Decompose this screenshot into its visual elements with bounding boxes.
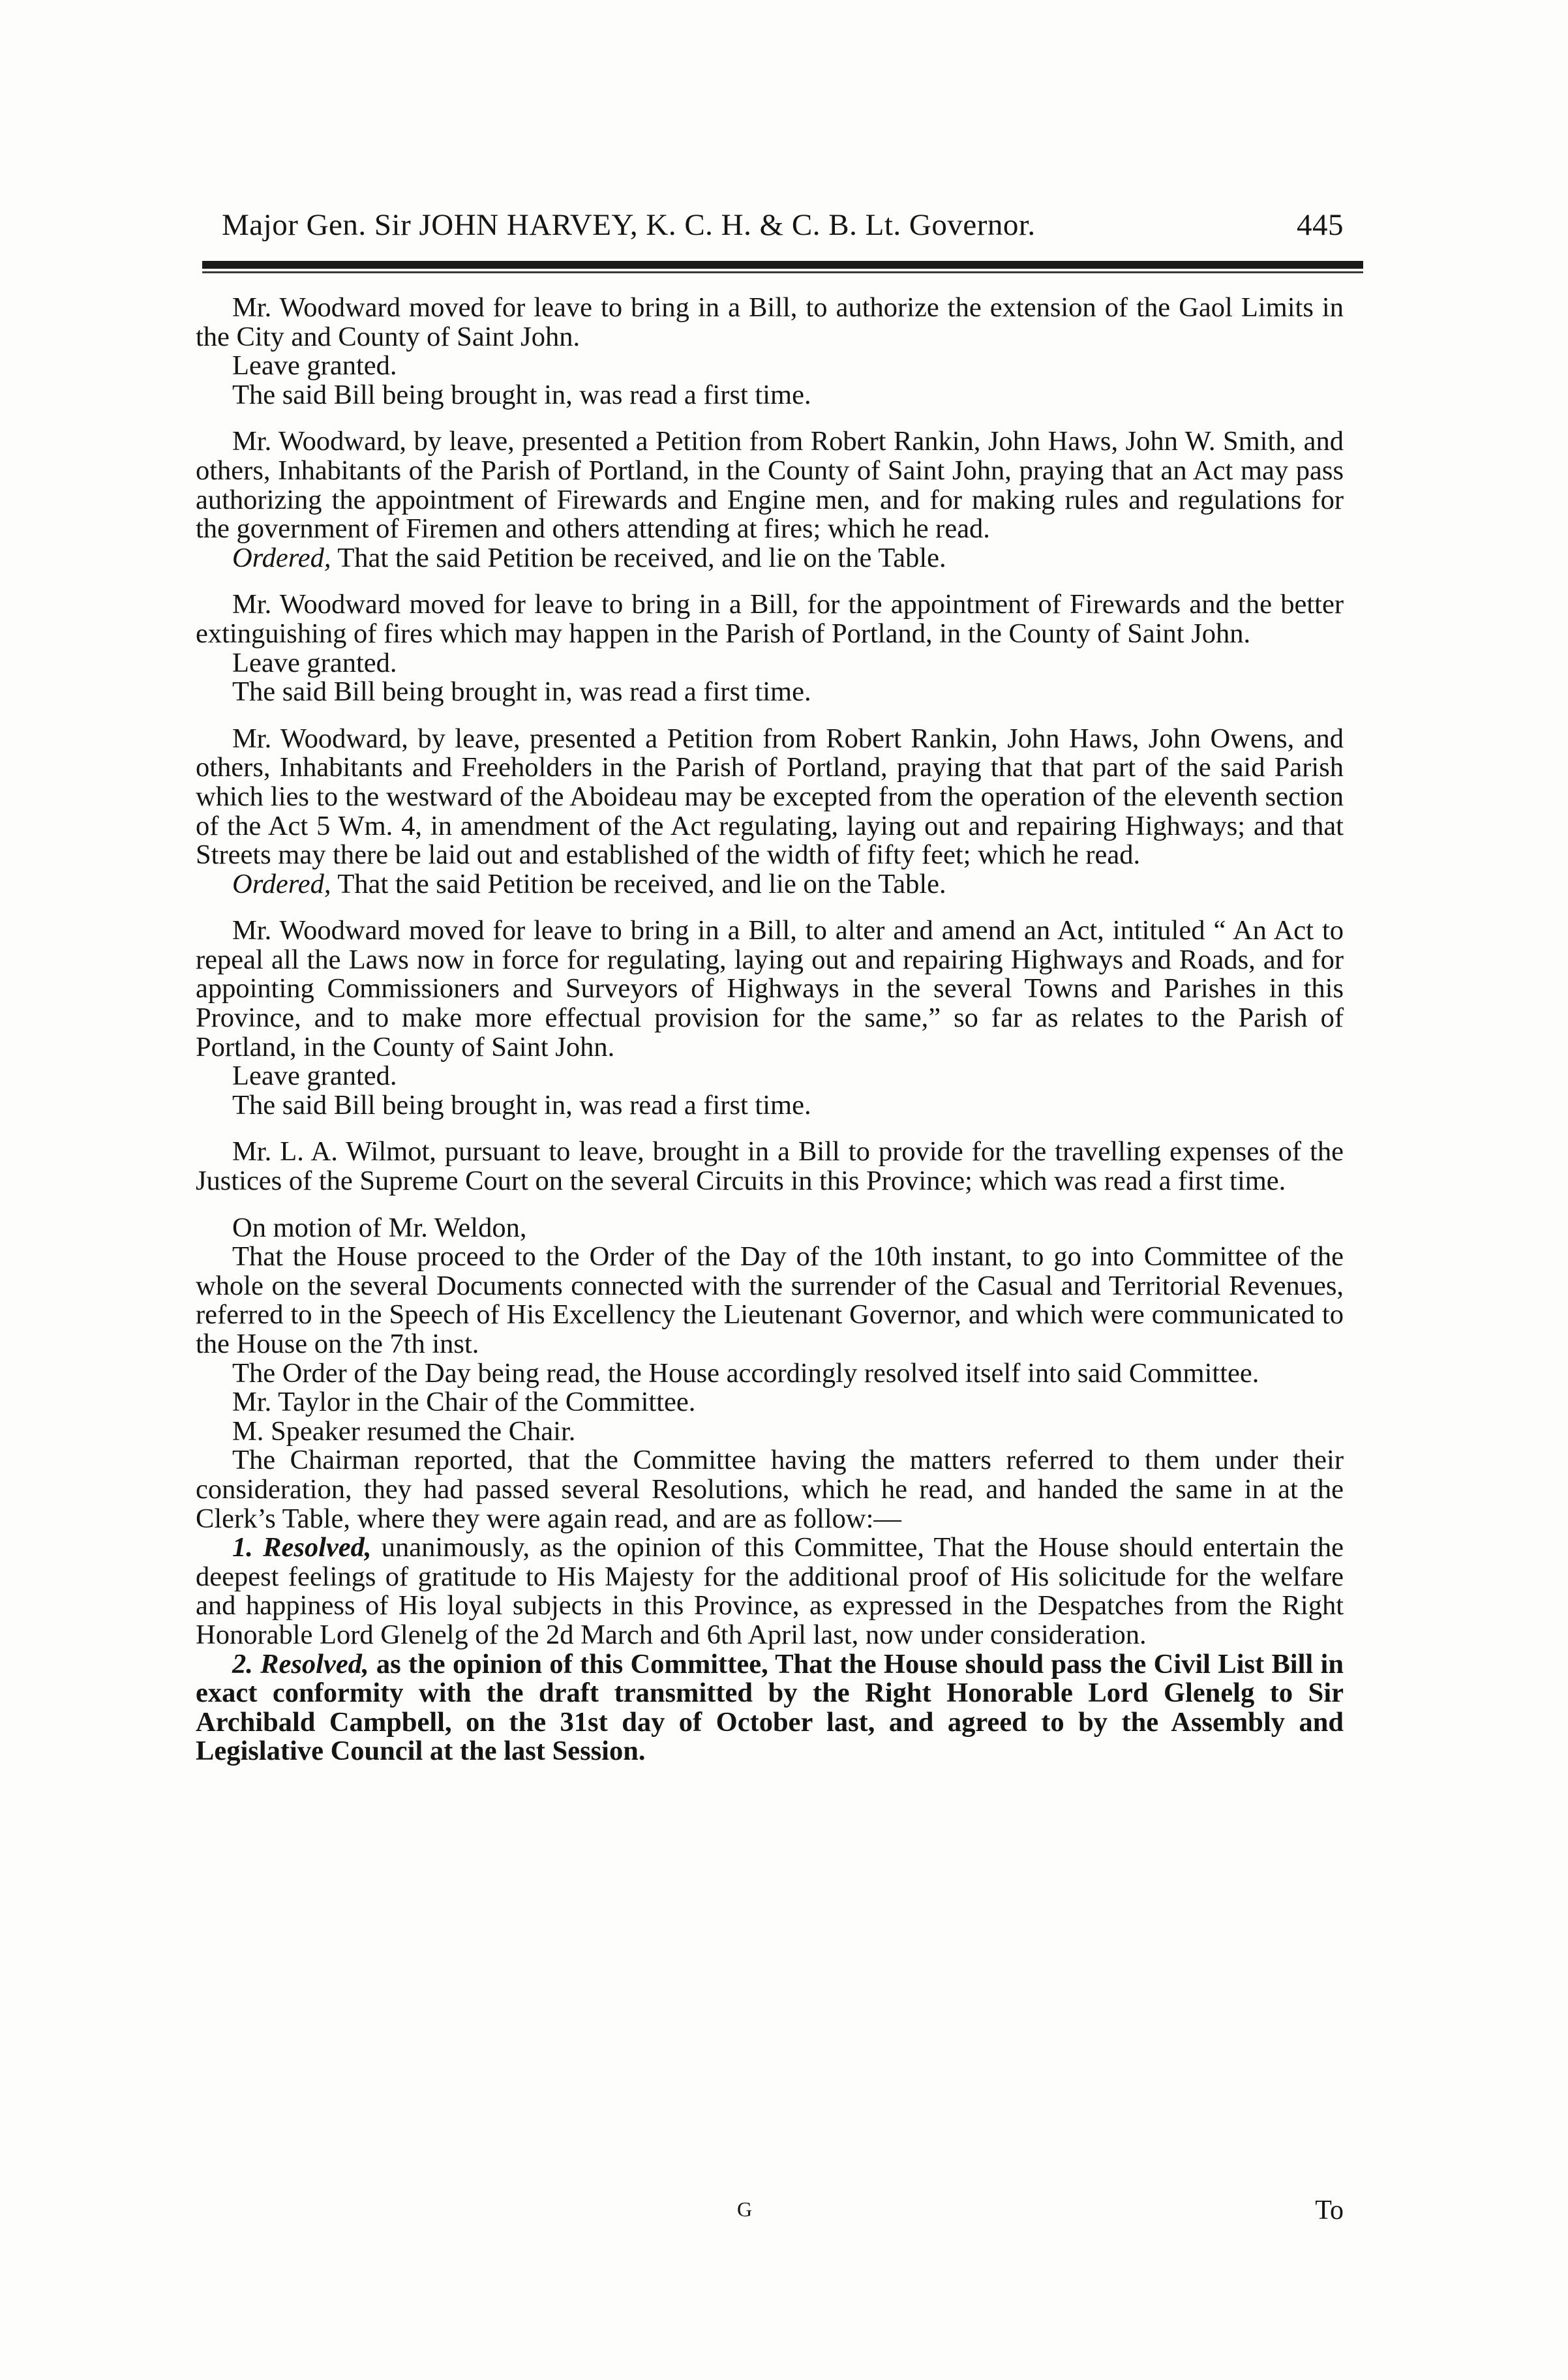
paragraph — [196, 1388, 1344, 1417]
paragraph-text: Mr. Woodward moved for leave to bring in a Bill, to alter and amend an Act, intituled “ An Act to repeal all the Laws now in force for regulating, laying out and repairing Highways and Roads, and for appointing Commissioners and Surveyors of Highways in the several Towns and Parishes in this Province, and to make more effectual provision for the same,” so far as relates to the Parish of Portland, in the County of Saint John. — [196, 915, 1344, 1062]
paragraph-lead: Ordered, — [232, 868, 331, 899]
paragraph-text: as the opinion of this Committee, That the House should pass the Civil List Bill in exact conformity with the draft transmitted by the Right Honorable Lord Glenelg to Sir Archibald Campbell, on the 31st day of October last, and agreed to by the Assembly and Legislative Council at the last Session. — [196, 1648, 1344, 1767]
paragraph-text: Mr. L. A. Wilmot, pursuant to leave, brought in a Bill to provide for the travelling expenses of the Justices of the Supreme Court on the several Circuits in this Province; which was read a first time. — [196, 1136, 1344, 1197]
paragraph — [196, 590, 1344, 648]
paragraph — [196, 1214, 1344, 1243]
paragraph — [196, 870, 1344, 899]
paragraph-text: Leave granted. — [232, 647, 397, 678]
resolution-label: 2. Resolved, — [232, 1648, 369, 1680]
paragraph-text: The Chairman reported, that the Committee having the matters referred to them under their consideration, they had passed several Resolutions, which he read, and handed the same in at the Clerk’s Table, where they were again read, and are as follow:— — [196, 1445, 1344, 1534]
paragraph-text: The said Bill being brought in, was read a first time. — [232, 379, 811, 410]
paragraph — [196, 1062, 1344, 1091]
paragraph-text: Mr. Woodward moved for leave to bring in a Bill, to authorize the extension of the Gaol Limits in the City and County of Saint John. — [196, 292, 1344, 352]
paragraph — [196, 1446, 1344, 1533]
paragraph-text: On motion of Mr. Weldon, — [232, 1212, 527, 1243]
paragraph — [196, 725, 1344, 870]
paragraph — [196, 427, 1344, 543]
paragraph — [196, 649, 1344, 678]
paragraph-text: The said Bill being brought in, was read a first time. — [232, 1089, 811, 1121]
paragraph — [196, 1533, 1344, 1649]
paragraph — [196, 294, 1344, 352]
paragraph-text: That the said Petition be received, and lie on the Table. — [331, 542, 946, 573]
page-header — [222, 207, 1344, 247]
paragraph — [196, 352, 1344, 381]
paragraph-text: M. Speaker resumed the Chair. — [232, 1415, 576, 1447]
paragraph-text: Mr. Taylor in the Chair of the Committee. — [232, 1387, 696, 1418]
paragraph — [196, 1359, 1344, 1389]
signature-mark: G — [737, 2197, 753, 2221]
paragraph — [196, 1243, 1344, 1359]
paragraph — [196, 544, 1344, 573]
paragraph-text: unanimously, as the opinion of this Committee, That the House should entertain the deepest feelings of gratitude to His Majesty for the additional proof of His solicitude for the welfare and happiness of His loyal subjects in this Province, as expressed in the Despatches from the Right Honorable Lord Glenelg of the 2d March and 6th April last, now under consideration. — [196, 1532, 1344, 1650]
paragraph-text: That the said Petition be received, and lie on the Table. — [331, 868, 946, 899]
paragraph-text: Mr. Woodward, by leave, presented a Petition from Robert Rankin, John Haws, John W. Smith, and others, Inhabitants of the Parish of Portland, in the County of Saint John, praying that an Act may pass authorizing the appointment of Firewards and Engine men, and for making rules and regulations for the government of Firemen and others attending at fires; which he read. — [196, 426, 1344, 545]
page-number: 445 — [1297, 208, 1344, 242]
resolution-label: 1. Resolved, — [232, 1532, 372, 1563]
running-title: Major Gen. Sir JOHN HARVEY, K. C. H. & C. B. Lt. Governor. — [222, 208, 1036, 242]
paragraph — [196, 678, 1344, 707]
paragraph — [196, 1091, 1344, 1121]
paragraph — [196, 1650, 1344, 1766]
paragraph — [196, 381, 1344, 410]
paragraph-text: That the House proceed to the Order of the Day of the 10th instant, to go into Committee of the whole on the several Documents connected with the surrender of the Casual and Territorial Revenues, referred to in the Speech of His Excellency the Lieutenant Governor, and which were communicated to the House on the 7th inst. — [196, 1241, 1344, 1359]
paragraph-text: Mr. Woodward moved for leave to bring in a Bill, for the appointment of Firewards and the better extinguishing of fires which may happen in the Parish of Portland, in the County of Saint John. — [196, 589, 1344, 649]
body-text — [196, 294, 1344, 1766]
header-rule-thin — [202, 271, 1363, 273]
paragraph-text: The Order of the Day being read, the House accordingly resolved itself into said Committee. — [232, 1357, 1259, 1389]
paragraph — [196, 1417, 1344, 1447]
paragraph — [196, 916, 1344, 1062]
paragraph — [196, 1137, 1344, 1196]
page-footer — [196, 2195, 1344, 2234]
paragraph-text: The said Bill being brought in, was read a first time. — [232, 676, 811, 708]
paragraph-text: Leave granted. — [232, 1061, 397, 1092]
paragraph-lead: Ordered, — [232, 542, 331, 573]
paragraph-text: Mr. Woodward, by leave, presented a Petition from Robert Rankin, John Haws, John Owens, and others, Inhabitants and Freeholders in the Parish of Portland, praying that that part of the said Parish which lies to the westward of the Aboideau may be excepted from the operation of the eleventh section of the Act 5 Wm. 4, in amendment of the Act regulating, laying out and repairing Highways; and that Streets may there be laid out and established of the width of fifty feet; which he read. — [196, 723, 1344, 871]
header-rule — [202, 261, 1363, 269]
catchword: To — [1315, 2195, 1344, 2225]
paragraph-text: Leave granted. — [232, 350, 397, 382]
